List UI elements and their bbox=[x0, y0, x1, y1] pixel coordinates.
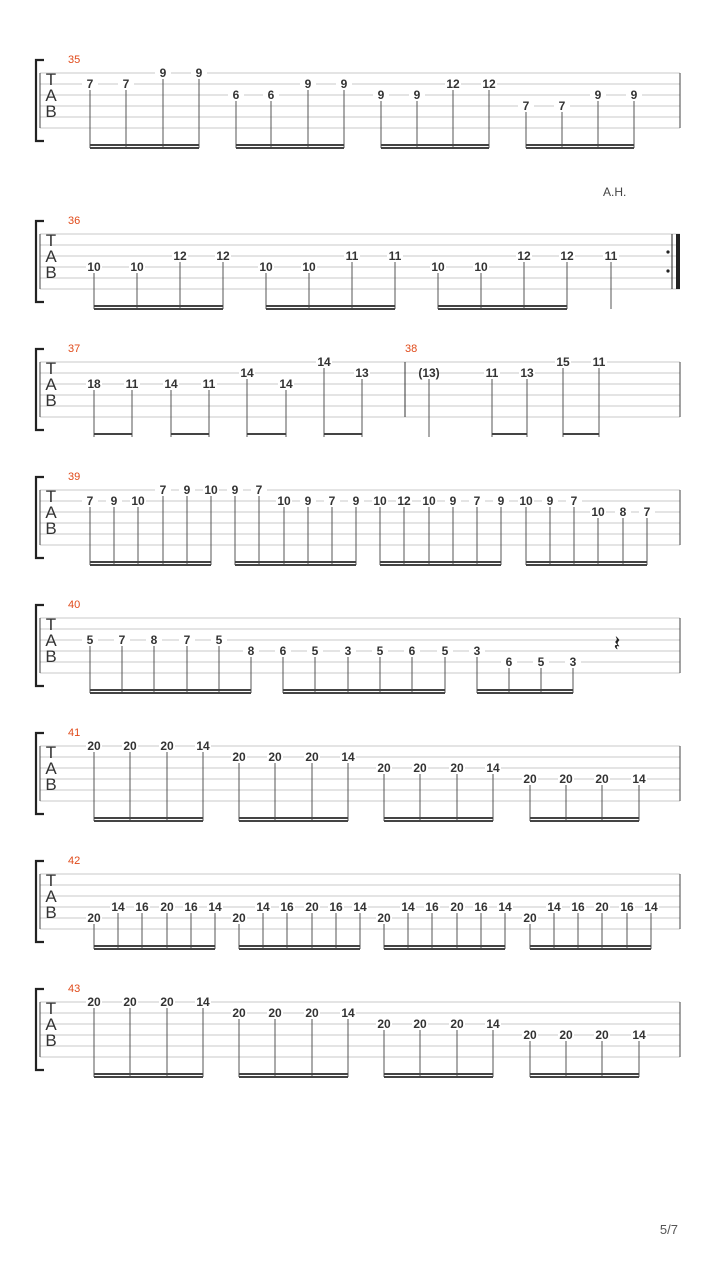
fret-number: 7 bbox=[328, 494, 336, 508]
repeat-dot bbox=[666, 269, 669, 272]
fret-number: 15 bbox=[556, 355, 570, 369]
fret-number: 16 bbox=[474, 900, 488, 914]
fret-number: 20 bbox=[377, 1017, 391, 1031]
fret-number: 12 bbox=[173, 249, 187, 263]
fret-number: 14 bbox=[644, 900, 658, 914]
fret-number: 20 bbox=[595, 900, 609, 914]
fret-number: 3 bbox=[569, 655, 577, 669]
fret-number: 14 bbox=[196, 995, 210, 1009]
fret-number: 20 bbox=[559, 772, 573, 786]
fret-number: 7 bbox=[255, 483, 263, 497]
measure-number: 36 bbox=[68, 215, 81, 227]
fret-number: 20 bbox=[268, 750, 282, 764]
fret-number: 10 bbox=[591, 505, 605, 519]
fret-number: 5 bbox=[376, 644, 384, 658]
fret-number: 16 bbox=[329, 900, 343, 914]
clef-letter-t: T bbox=[45, 999, 57, 1018]
page-number: 5/7 bbox=[659, 1222, 678, 1237]
fret-number: 6 bbox=[279, 644, 287, 658]
fret-number: 9 bbox=[231, 483, 239, 497]
clef-letter-a: A bbox=[45, 247, 57, 266]
tab-system-42 bbox=[36, 855, 680, 949]
clef-letter-a: A bbox=[45, 1015, 57, 1034]
fret-number: 14 bbox=[279, 377, 293, 391]
tab-system-37 bbox=[36, 343, 680, 437]
annotation-ah: A.H. bbox=[603, 185, 627, 199]
fret-number: 14 bbox=[341, 750, 355, 764]
fret-number: 9 bbox=[304, 77, 312, 91]
fret-number: 12 bbox=[397, 494, 411, 508]
fret-number: 14 bbox=[632, 1028, 646, 1042]
fret-number: 5 bbox=[215, 633, 223, 647]
fret-number: 13 bbox=[355, 366, 369, 380]
fret-number: 10 bbox=[130, 260, 144, 274]
fret-number: 10 bbox=[373, 494, 387, 508]
fret-number: 20 bbox=[523, 772, 537, 786]
fret-number: 20 bbox=[87, 739, 101, 753]
fret-number: 9 bbox=[304, 494, 312, 508]
clef-letter-t: T bbox=[45, 487, 57, 506]
fret-number: 8 bbox=[150, 633, 158, 647]
tab-system-36 bbox=[36, 185, 680, 309]
fret-number: 20 bbox=[160, 900, 174, 914]
fret-number: 20 bbox=[123, 995, 137, 1009]
fret-number: 7 bbox=[118, 633, 126, 647]
fret-number: 10 bbox=[131, 494, 145, 508]
clef-letter-b: B bbox=[45, 775, 57, 794]
fret-number: 7 bbox=[122, 77, 130, 91]
fret-number: 13 bbox=[520, 366, 534, 380]
fret-number: 12 bbox=[446, 77, 460, 91]
clef-letter-t: T bbox=[45, 743, 57, 762]
fret-number: 14 bbox=[632, 772, 646, 786]
clef-letter-t: T bbox=[45, 871, 57, 890]
fret-number: 7 bbox=[522, 99, 530, 113]
final-barline bbox=[676, 234, 680, 289]
clef-letter-a: A bbox=[45, 375, 57, 394]
fret-number: 20 bbox=[595, 1028, 609, 1042]
fret-number: 20 bbox=[87, 911, 101, 925]
fret-number: 12 bbox=[517, 249, 531, 263]
fret-number: 10 bbox=[277, 494, 291, 508]
tab-system-39 bbox=[36, 471, 680, 565]
fret-number: 11 bbox=[485, 366, 499, 380]
fret-number: 10 bbox=[87, 260, 101, 274]
clef-letter-t: T bbox=[45, 359, 57, 378]
clef-letter-b: B bbox=[45, 647, 57, 666]
fret-number: 20 bbox=[268, 1006, 282, 1020]
quarter-rest-icon: 𝄽 bbox=[613, 632, 621, 657]
fret-number: 20 bbox=[377, 761, 391, 775]
fret-number: 6 bbox=[267, 88, 275, 102]
fret-number: 7 bbox=[558, 99, 566, 113]
fret-number: 20 bbox=[305, 1006, 319, 1020]
fret-number: 20 bbox=[450, 1017, 464, 1031]
fret-number: 20 bbox=[559, 1028, 573, 1042]
fret-number: 16 bbox=[425, 900, 439, 914]
fret-number: 10 bbox=[259, 260, 273, 274]
fret-number: 14 bbox=[208, 900, 222, 914]
fret-number: 11 bbox=[345, 249, 359, 263]
fret-number: 12 bbox=[560, 249, 574, 263]
fret-number: 8 bbox=[619, 505, 627, 519]
fret-number: 16 bbox=[620, 900, 634, 914]
fret-number: 11 bbox=[388, 249, 402, 263]
tab-system-40 bbox=[36, 599, 680, 693]
fret-number: 14 bbox=[317, 355, 331, 369]
tab-system-43 bbox=[36, 983, 680, 1077]
fret-number: 11 bbox=[125, 377, 139, 391]
fret-number: 20 bbox=[232, 750, 246, 764]
fret-number: 7 bbox=[643, 505, 651, 519]
fret-number: 9 bbox=[630, 88, 638, 102]
fret-number: 10 bbox=[302, 260, 316, 274]
fret-number: 14 bbox=[111, 900, 125, 914]
fret-number: 7 bbox=[570, 494, 578, 508]
fret-number: 9 bbox=[352, 494, 360, 508]
fret-number: 11 bbox=[592, 355, 606, 369]
fret-number: 20 bbox=[160, 995, 174, 1009]
clef-letter-t: T bbox=[45, 615, 57, 634]
fret-number: 14 bbox=[498, 900, 512, 914]
fret-number: 7 bbox=[86, 77, 94, 91]
fret-number: 9 bbox=[340, 77, 348, 91]
fret-number: 20 bbox=[232, 911, 246, 925]
clef-letter-b: B bbox=[45, 102, 57, 121]
fret-number: 9 bbox=[449, 494, 457, 508]
fret-number: 20 bbox=[413, 1017, 427, 1031]
fret-number: 10 bbox=[474, 260, 488, 274]
fret-number: 7 bbox=[183, 633, 191, 647]
fret-number: 7 bbox=[159, 483, 167, 497]
clef-letter-t: T bbox=[45, 231, 57, 250]
fret-number: 10 bbox=[431, 260, 445, 274]
measure-number: 43 bbox=[68, 983, 81, 995]
fret-number: 16 bbox=[135, 900, 149, 914]
fret-number: 10 bbox=[422, 494, 436, 508]
fret-number: 14 bbox=[256, 900, 270, 914]
fret-number: 10 bbox=[204, 483, 218, 497]
fret-number: 10 bbox=[519, 494, 533, 508]
measure-number: 35 bbox=[68, 54, 81, 66]
fret-number: 14 bbox=[341, 1006, 355, 1020]
fret-number: 7 bbox=[473, 494, 481, 508]
fret-number: 9 bbox=[377, 88, 385, 102]
fret-number: 5 bbox=[86, 633, 94, 647]
fret-number: 20 bbox=[450, 900, 464, 914]
fret-number: 8 bbox=[247, 644, 255, 658]
fret-number: 9 bbox=[497, 494, 505, 508]
fret-number: 3 bbox=[344, 644, 352, 658]
measure-number: 38 bbox=[405, 343, 418, 355]
fret-number: 11 bbox=[604, 249, 618, 263]
fret-number: 12 bbox=[216, 249, 230, 263]
fret-number: 20 bbox=[377, 911, 391, 925]
fret-number: 6 bbox=[408, 644, 416, 658]
fret-number: 14 bbox=[486, 761, 500, 775]
fret-number: 20 bbox=[305, 900, 319, 914]
fret-number: 14 bbox=[547, 900, 561, 914]
clef-letter-b: B bbox=[45, 1031, 57, 1050]
fret-number: 9 bbox=[110, 494, 118, 508]
fret-number: 18 bbox=[87, 377, 101, 391]
fret-number: 20 bbox=[523, 1028, 537, 1042]
tab-system-35 bbox=[36, 54, 680, 148]
fret-number: 14 bbox=[401, 900, 415, 914]
clef-letter-a: A bbox=[45, 86, 57, 105]
clef-letter-b: B bbox=[45, 519, 57, 538]
fret-number: 11 bbox=[202, 377, 216, 391]
repeat-dot bbox=[666, 250, 669, 253]
clef-letter-b: B bbox=[45, 903, 57, 922]
fret-number: 14 bbox=[240, 366, 254, 380]
fret-number: 3 bbox=[473, 644, 481, 658]
measure-number: 41 bbox=[68, 727, 81, 739]
clef-letter-a: A bbox=[45, 503, 57, 522]
fret-number: (13) bbox=[418, 366, 440, 380]
fret-number: 14 bbox=[486, 1017, 500, 1031]
fret-number: 20 bbox=[450, 761, 464, 775]
fret-number: 12 bbox=[482, 77, 496, 91]
fret-number: 20 bbox=[305, 750, 319, 764]
fret-number: 5 bbox=[311, 644, 319, 658]
fret-number: 20 bbox=[413, 761, 427, 775]
fret-number: 9 bbox=[413, 88, 421, 102]
fret-number: 20 bbox=[595, 772, 609, 786]
fret-number: 14 bbox=[164, 377, 178, 391]
measure-number: 40 bbox=[68, 599, 81, 611]
tab-system-41 bbox=[36, 727, 680, 821]
fret-number: 20 bbox=[160, 739, 174, 753]
fret-number: 9 bbox=[183, 483, 191, 497]
fret-number: 16 bbox=[571, 900, 585, 914]
fret-number: 20 bbox=[232, 1006, 246, 1020]
fret-number: 9 bbox=[594, 88, 602, 102]
fret-number: 16 bbox=[280, 900, 294, 914]
clef-letter-a: A bbox=[45, 631, 57, 650]
fret-number: 9 bbox=[159, 66, 167, 80]
measure-number: 39 bbox=[68, 471, 81, 483]
fret-number: 20 bbox=[87, 995, 101, 1009]
fret-number: 6 bbox=[505, 655, 513, 669]
measure-number: 37 bbox=[68, 343, 81, 355]
fret-number: 9 bbox=[195, 66, 203, 80]
fret-number: 5 bbox=[537, 655, 545, 669]
clef-letter-a: A bbox=[45, 887, 57, 906]
fret-number: 6 bbox=[232, 88, 240, 102]
fret-number: 20 bbox=[123, 739, 137, 753]
fret-number: 5 bbox=[441, 644, 449, 658]
measure-number: 42 bbox=[68, 855, 81, 867]
fret-number: 7 bbox=[86, 494, 94, 508]
clef-letter-a: A bbox=[45, 759, 57, 778]
clef-letter-b: B bbox=[45, 263, 57, 282]
fret-number: 20 bbox=[523, 911, 537, 925]
clef-letter-t: T bbox=[45, 70, 57, 89]
fret-number: 14 bbox=[353, 900, 367, 914]
fret-number: 14 bbox=[196, 739, 210, 753]
clef-letter-b: B bbox=[45, 391, 57, 410]
fret-number: 16 bbox=[184, 900, 198, 914]
fret-number: 9 bbox=[546, 494, 554, 508]
